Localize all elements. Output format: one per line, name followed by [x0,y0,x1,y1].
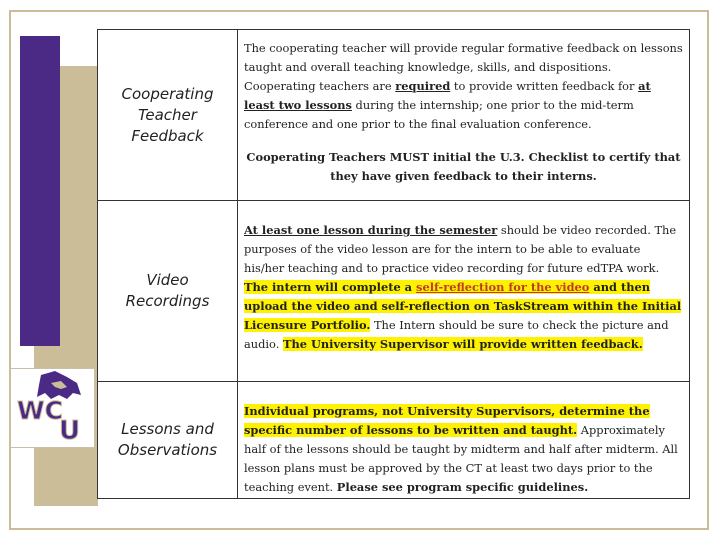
feedback-paragraph: The cooperating teacher will provide regular formative feedback on lessons taught and overall teaching knowledge, skills, and dispositions. Cooperating teachers are required to provide written feedback for at least two lessons during the internship; one prior to the mid-term conference and one prior to the final evaluation conference. [244,41,683,131]
logo-u-text: U [59,416,81,446]
row-label-line: Teacher [138,105,197,124]
row-label-line: Video [146,271,189,289]
row-label [98,30,238,200]
self-reflection-text: self-reflection for the video [416,280,590,294]
logo-wc-text: WC [17,396,63,425]
row-label-line: Recordings [125,292,210,310]
row-content: Individual programs, not University Supervisors, determine the specific number of lessons to be written and taught. Approximately half of the lessons should be taught by midterm and half after midterm. All lesson plans must be approved by the CT at least two days prior to the teaching event. Please see program specific guidelines. [244,404,678,494]
at-least-two-lessons-emphasis: at least two lessons [244,79,651,112]
catamount-logo-icon [11,369,94,447]
wcu-logo [10,368,95,448]
student-teaching-table [97,29,690,499]
row-label-line: Lessons and [121,420,214,438]
row-label-line: Observations [117,441,218,459]
table-row-lessons-and-observations [98,382,689,498]
purple-accent-bar [20,36,60,346]
intern-reflection-highlight: The intern will complete a self-reflection for the video and then upload the video and self-reflection on TaskStream within the Initial Licensure Portfolio. [244,280,682,332]
row-label-line: Cooperating [121,84,214,103]
supervisor-feedback-highlight: The University Supervisor will provide written feedback. [282,337,643,351]
row-label [98,382,238,498]
frame-top-line [9,10,709,12]
program-guidelines-note: Please see program specific guidelines. [336,480,589,494]
table-row-cooperating-teacher-feedback [98,30,689,201]
video-lesson-emphasis: At least one lesson during the semester [244,223,498,237]
row-content: At least one lesson during the semester should be video recorded. The purposes of the video lesson are for the intern to be able to evaluate his/her teaching and to practice video recording for future edTPA work. The intern will complete a self-reflection for the video and then upload the video and self-reflection on TaskStream within the Initial Licensure Portfolio. The Intern should be sure to check the picture and audio. The University Supervisor will provide written feedback. [244,223,682,351]
programs-highlight: Individual programs, not University Supervisors, determine the specific number of lessons to be written and taught. [244,404,650,437]
checklist-note: Cooperating Teachers MUST initial the U.3. Checklist to certify that they have given feedback to their interns. [246,150,681,183]
row-label-line: Feedback [131,126,204,145]
required-emphasis: required [395,79,451,93]
row-label [98,201,238,381]
frame-right-line [707,10,709,530]
table-row-video-recordings [98,201,689,382]
row-content [244,39,683,186]
frame-bottom-line [9,528,709,530]
frame-left-line [9,10,11,530]
